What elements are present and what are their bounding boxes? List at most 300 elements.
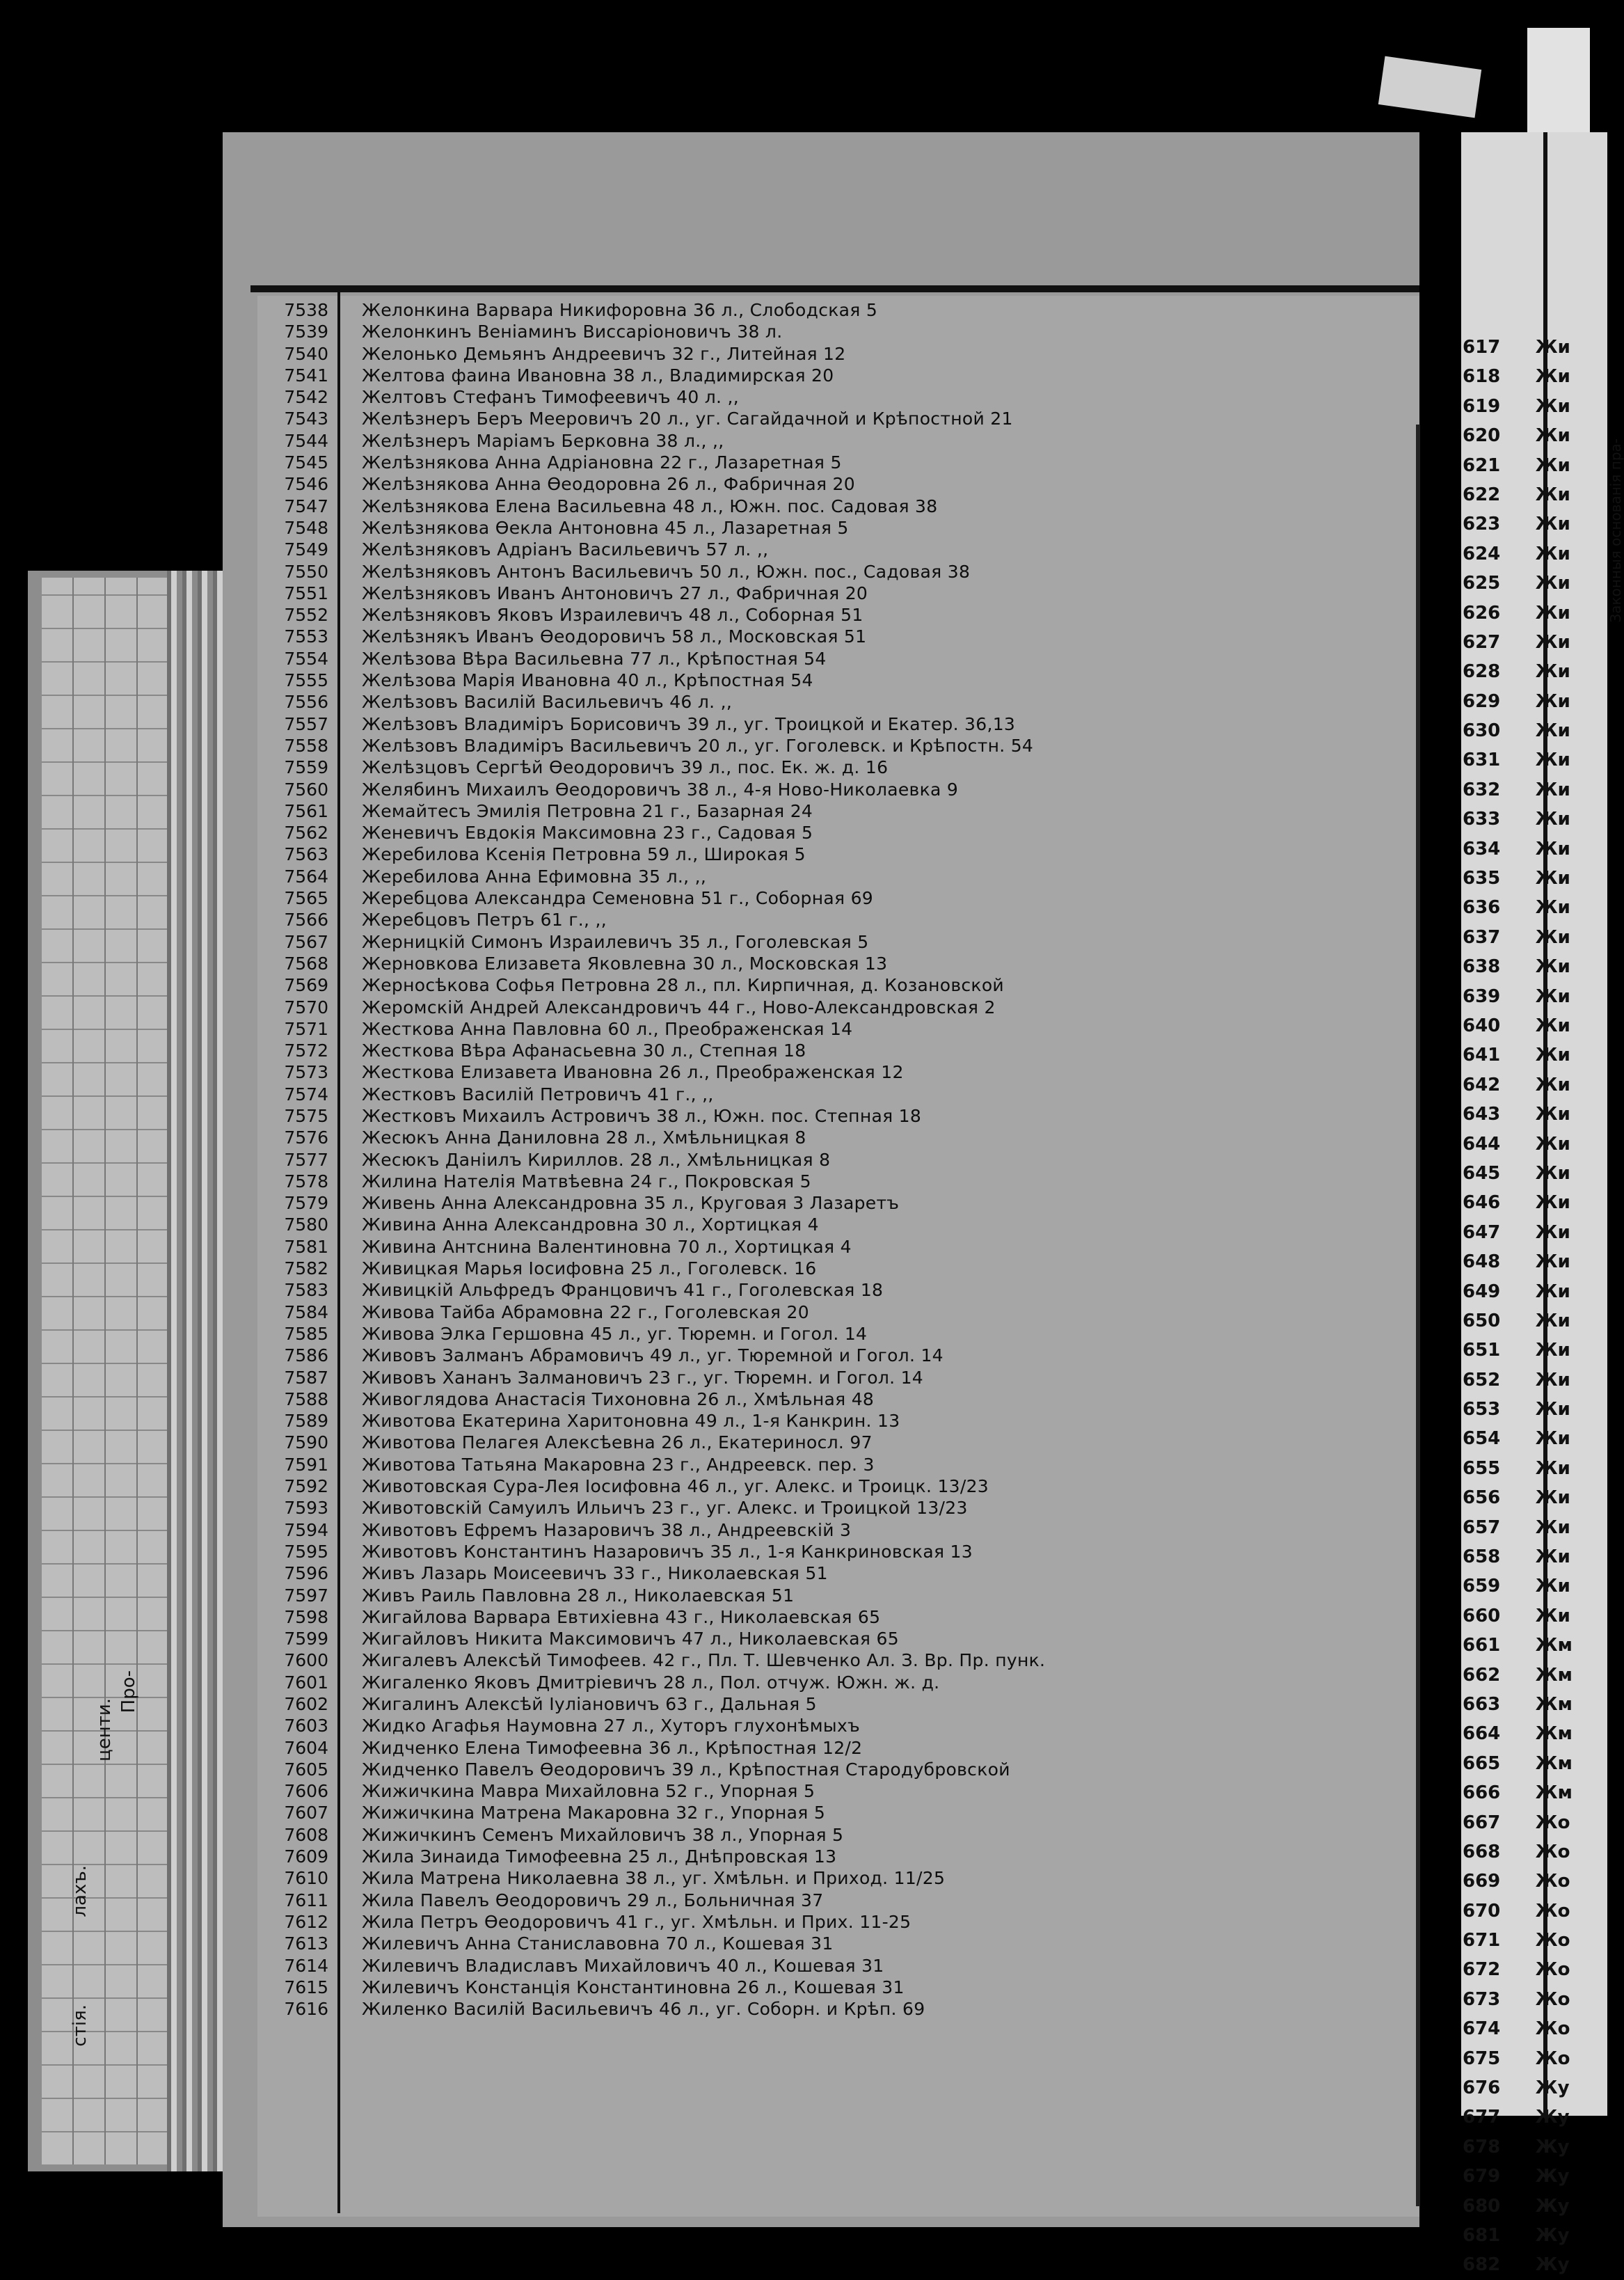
next-page-word: Жи: [1535, 1428, 1570, 1450]
register-entry: [264, 1933, 1378, 1954]
register-entry: [264, 1367, 1378, 1388]
entry-text: Жесюкъ Анна Даниловна 28 л., Хмѣльницкая 8: [362, 1127, 806, 1148]
next-page-number: 675: [1463, 2048, 1501, 2069]
entry-text: Живъ Раиль Павловна 28 л., Николаевская 51: [362, 1585, 795, 1606]
entry-number: 7602: [284, 1694, 328, 1714]
entry-number: 7600: [284, 1650, 328, 1671]
next-page-number: 681: [1463, 2225, 1501, 2246]
entry-number: 7545: [284, 452, 328, 473]
next-page-word: Жи: [1535, 809, 1570, 830]
next-page-word: Жи: [1535, 1074, 1570, 1095]
next-page-word: Жи: [1535, 425, 1570, 447]
next-page-number: 667: [1463, 1812, 1501, 1833]
next-page-number: 622: [1463, 484, 1501, 505]
entry-text: Желѣзняковъ Иванъ Антоновичъ 27 л., Фабричная 20: [362, 583, 868, 603]
entry-text: Желѣзняковъ Антонъ Васильевичъ 50 л., Южн. пос., Садовая 38: [362, 561, 971, 582]
entry-text: Живицкая Марья Іосифовна 25 л., Гоголевск. 16: [362, 1258, 817, 1279]
next-page-number: 631: [1463, 750, 1501, 771]
register-entry: [264, 1998, 1378, 2020]
register-entry: [264, 757, 1378, 778]
register-entry: [264, 321, 1378, 342]
next-page-row: [1463, 2192, 1602, 2221]
entry-number: 7590: [284, 1432, 328, 1453]
entry-number: 7579: [284, 1193, 328, 1214]
entry-number: 7551: [284, 583, 328, 603]
entry-text: Живовъ Хананъ Залмановичъ 23 г., уг. Тюремн. и Гогол. 14: [362, 1367, 923, 1388]
next-page-row: [1463, 1424, 1602, 1453]
next-page-row: [1463, 451, 1602, 480]
entry-number: 7607: [284, 1803, 328, 1823]
entry-text: Жила Петръ Ѳеодоровичъ 41 г., уг. Хмѣльн. и Прих. 11-25: [362, 1911, 911, 1932]
next-page-number: 658: [1463, 1546, 1501, 1568]
next-page-row: [1463, 1188, 1602, 1217]
next-page-row: [1463, 1749, 1602, 1778]
next-page-row: [1463, 1661, 1602, 1690]
entry-number: 7588: [284, 1388, 328, 1409]
next-page-row: [1463, 1395, 1602, 1424]
next-page-word: Жи: [1535, 1104, 1570, 1125]
register-entry: [264, 626, 1378, 647]
next-page-word: Жи: [1535, 690, 1570, 712]
margin-note: Законныя основанія пра-: [1607, 438, 1624, 623]
entry-number: 7612: [284, 1911, 328, 1932]
register-entry: [264, 1149, 1378, 1171]
register-entry: [264, 1737, 1378, 1759]
next-page-word: Жи: [1535, 1281, 1570, 1302]
register-entry: [264, 496, 1378, 517]
register-entry: [264, 365, 1378, 386]
register-entry: [264, 931, 1378, 953]
next-page-row: [1463, 628, 1602, 657]
next-page-row: [1463, 599, 1602, 628]
next-page-number: 643: [1463, 1104, 1501, 1125]
next-page-number: 651: [1463, 1340, 1501, 1361]
next-page-row: [1463, 569, 1602, 598]
next-page-number: 635: [1463, 868, 1501, 889]
register-entry: [264, 1802, 1378, 1823]
next-page-word: Жу: [1535, 2166, 1570, 2187]
next-page-number: 618: [1463, 366, 1501, 388]
next-page-number: 653: [1463, 1399, 1501, 1420]
register-entry: [264, 1345, 1378, 1366]
next-page-word: Жи: [1535, 1221, 1570, 1243]
register-entry: [264, 299, 1378, 321]
register-entry: [264, 1388, 1378, 1410]
entry-number: 7609: [284, 1846, 328, 1867]
entry-number: 7548: [284, 517, 328, 538]
next-page-number: 674: [1463, 2018, 1501, 2040]
next-page-number: 670: [1463, 1900, 1501, 1922]
register-entry: [264, 1279, 1378, 1301]
next-page-row: [1463, 421, 1602, 450]
register-entries: [264, 299, 1378, 2020]
next-page-number: 640: [1463, 1015, 1501, 1036]
next-page-row: [1463, 1719, 1602, 1748]
register-entry: [264, 539, 1378, 560]
register-entry: [264, 473, 1378, 495]
register-entry: [264, 1018, 1378, 1040]
next-page-number: 625: [1463, 573, 1501, 594]
entry-text: Жигайловъ Никита Максимовичъ 47 л., Николаевская 65: [362, 1629, 899, 1649]
register-entry: [264, 800, 1378, 822]
entry-text: Живовъ Залманъ Абрамовичъ 49 л., уг. Тюремной и Гогол. 14: [362, 1345, 944, 1366]
register-entry: [264, 1846, 1378, 1867]
entry-text: Жидко Агафья Наумовна 27 л., Хуторъ глухонѣмыхъ: [362, 1716, 861, 1736]
entry-text: Живень Анна Александровна 35 л., Круговая 3 Лазаретъ: [362, 1193, 900, 1214]
next-page-word: Жи: [1535, 337, 1570, 358]
entry-text: Жилевичъ Анна Станиславовна 70 л., Кошевая 31: [362, 1933, 834, 1954]
entry-number: 7610: [284, 1868, 328, 1889]
next-page-number: 678: [1463, 2136, 1501, 2158]
entry-number: 7549: [284, 539, 328, 560]
register-entry: [264, 408, 1378, 429]
entry-number: 7614: [284, 1955, 328, 1976]
next-page-list: [1463, 333, 1602, 2280]
entry-number: 7540: [284, 343, 328, 364]
next-page-row: [1463, 1778, 1602, 1807]
entry-text: Жесюкъ Даніилъ Кириллов. 28 л., Хмѣльницкая 8: [362, 1149, 831, 1170]
register-entry: [264, 1497, 1378, 1519]
next-page-word: Жи: [1535, 602, 1570, 624]
entry-text: Жилина Нателія Матвѣевна 24 г., Покровская 5: [362, 1171, 811, 1192]
next-page-word: Жи: [1535, 395, 1570, 417]
next-page-row: [1463, 2132, 1602, 2162]
entry-number: 7594: [284, 1519, 328, 1540]
register-entry: [264, 1911, 1378, 1933]
entry-number: 7568: [284, 953, 328, 974]
entry-number: 7582: [284, 1258, 328, 1279]
next-page-row: [1463, 509, 1602, 539]
next-page-row: [1463, 1572, 1602, 1601]
entry-text: Живоглядова Анастасія Тихоновна 26 л., Хмѣльная 48: [362, 1388, 875, 1409]
entry-number: 7571: [284, 1018, 328, 1039]
next-page-row: [1463, 657, 1602, 686]
entry-text: Желѣзнякова Анна Ѳеодоровна 26 л., Фабричная 20: [362, 474, 855, 495]
entry-number: 7572: [284, 1040, 328, 1061]
next-page-row: [1463, 2014, 1602, 2043]
entry-text: Жигалинъ Алексѣй Іуліановичъ 63 г., Дальная 5: [362, 1694, 817, 1714]
next-page-word: Жи: [1535, 985, 1570, 1007]
entry-text: Жидченко Павелъ Ѳеодоровичъ 39 л., Крѣпостная Стародубровской: [362, 1759, 1010, 1780]
entry-number: 7546: [284, 474, 328, 495]
next-page-row: [1463, 1277, 1602, 1306]
next-page-word: Жи: [1535, 1487, 1570, 1509]
next-page-word: Жи: [1535, 573, 1570, 594]
register-entry: [264, 779, 1378, 800]
next-page-word: Жм: [1535, 1782, 1573, 1804]
entry-text: Животовскій Самуилъ Ильичъ 23 г., уг. Алекс. и Троицкой 13/23: [362, 1498, 968, 1519]
next-page-number: 644: [1463, 1133, 1501, 1155]
ledger-grid-paper: [42, 578, 167, 2164]
next-page-word: Жо: [1535, 1959, 1570, 1981]
next-page-row: [1463, 716, 1602, 745]
next-page-row: [1463, 392, 1602, 421]
next-page-row: [1463, 1808, 1602, 1837]
entry-number: 7606: [284, 1781, 328, 1802]
next-page-row: [1463, 1306, 1602, 1336]
next-page-row: [1463, 1365, 1602, 1395]
next-page-row: [1463, 1601, 1602, 1631]
entry-text: Жилевичъ Владиславъ Михайловичъ 40 л., Кошевая 31: [362, 1955, 884, 1976]
entry-text: Желѣзовъ Василій Васильевичъ 46 л. ,,: [362, 692, 733, 713]
next-page-word: Жу: [1535, 2107, 1570, 2128]
entry-text: Желѣзнеръ Беръ Мееровичъ 20 л., уг. Сагайдачной и Крѣпостной 21: [362, 409, 1013, 429]
next-page-row: [1463, 923, 1602, 952]
next-page-row: [1463, 775, 1602, 805]
next-page-word: Жи: [1535, 631, 1570, 653]
entry-text: Желѣзова Марія Ивановна 40 л., Крѣпостная 54: [362, 670, 813, 691]
next-page-number: 624: [1463, 543, 1501, 564]
next-page-row: [1463, 745, 1602, 775]
register-entry: [264, 1192, 1378, 1214]
register-entry: [264, 1410, 1378, 1432]
next-page-number: 656: [1463, 1487, 1501, 1509]
next-page-row: [1463, 1955, 1602, 1984]
entry-text: Жижичкинъ Семенъ Михайловичъ 38 л., Упорная 5: [362, 1824, 844, 1845]
next-page-word: Жу: [1535, 2225, 1570, 2246]
entry-number: 7555: [284, 670, 328, 691]
entry-text: Желѣзняковъ Яковъ Израилевичъ 48 л., Соборная 51: [362, 605, 863, 626]
strip-label-4: стія.: [70, 2004, 90, 2047]
entry-number: 7552: [284, 605, 328, 626]
entry-number: 7542: [284, 387, 328, 408]
next-page-number: 680: [1463, 2195, 1501, 2217]
next-page-word: Жо: [1535, 2018, 1570, 2040]
register-entry: [264, 1236, 1378, 1258]
next-page-word: Жи: [1535, 1546, 1570, 1568]
next-page-number: 645: [1463, 1162, 1501, 1184]
register-entry: [264, 1780, 1378, 1802]
next-page-number: 659: [1463, 1576, 1501, 1597]
next-page-row: [1463, 952, 1602, 981]
entry-text: Жижичкина Мавра Михайловна 52 г., Упорная 5: [362, 1781, 815, 1802]
entry-text: Жилевичъ Констанція Константиновна 26 л., Кошевая 31: [362, 1977, 905, 1997]
next-page-number: 633: [1463, 809, 1501, 830]
next-page-number: 677: [1463, 2107, 1501, 2128]
register-entry: [264, 1628, 1378, 1649]
next-page-number: 634: [1463, 838, 1501, 860]
next-page-number: 679: [1463, 2166, 1501, 2187]
next-page-row: [1463, 1070, 1602, 1100]
entry-text: Жерносѣкова Софья Петровна 28 л., пл. Кирпичная, д. Козановской: [362, 975, 1004, 996]
next-page-word: Жу: [1535, 2195, 1570, 2217]
next-page-number: 627: [1463, 631, 1501, 653]
next-page-row: [1463, 1130, 1602, 1159]
entry-number: 7541: [284, 365, 328, 386]
entry-number: 7613: [284, 1933, 328, 1954]
register-entry: [264, 1541, 1378, 1562]
register-entry: [264, 343, 1378, 365]
next-page-row: [1463, 1926, 1602, 1955]
next-page-row: [1463, 1690, 1602, 1719]
register-entry: [264, 909, 1378, 931]
entry-text: Желѣзнеръ Маріамъ Берковна 38 л., ,,: [362, 430, 724, 451]
next-page-row: [1463, 2103, 1602, 2132]
entry-number: 7573: [284, 1062, 328, 1083]
register-entry: [264, 670, 1378, 691]
entry-number: 7597: [284, 1585, 328, 1606]
next-page-word: Жо: [1535, 1841, 1570, 1862]
entry-text: Желѣзняковъ Адріанъ Васильевичъ 57 л. ,,: [362, 539, 769, 560]
next-page-word: Жи: [1535, 926, 1570, 948]
register-entry: [264, 1171, 1378, 1192]
entry-text: Жидченко Елена Тимофеевна 36 л., Крѣпостная 12/2: [362, 1737, 863, 1758]
next-page-row: [1463, 1100, 1602, 1129]
next-page-number: 621: [1463, 454, 1501, 476]
entry-number: 7593: [284, 1498, 328, 1519]
register-entry: [264, 1977, 1378, 1998]
next-page-row: [1463, 1631, 1602, 1660]
next-page-word: Жи: [1535, 1457, 1570, 1479]
register-entry: [264, 997, 1378, 1018]
entry-text: Животова Пелагея Алексѣевна 26 л., Екатериносл. 97: [362, 1432, 873, 1453]
entry-text: Живъ Лазарь Моисеевичъ 33 г., Николаевская 51: [362, 1563, 828, 1584]
entry-number: 7539: [284, 322, 328, 342]
entry-text: Желѣзнякъ Иванъ Ѳеодоровичъ 58 л., Московская 51: [362, 626, 867, 647]
entry-number: 7560: [284, 779, 328, 800]
next-page-row: [1463, 2162, 1602, 2191]
entry-text: Желтовъ Стефанъ Тимофеевичъ 40 л. ,,: [362, 387, 740, 408]
entry-text: Жила Матрена Николаевна 38 л., уг. Хмѣльн. и Приход. 11/25: [362, 1868, 946, 1889]
entry-text: Жерницкій Симонъ Израилевичъ 35 л., Гоголевская 5: [362, 931, 869, 952]
entry-number: 7601: [284, 1672, 328, 1693]
next-page-word: Жм: [1535, 1635, 1573, 1656]
entry-number: 7589: [284, 1411, 328, 1432]
entry-number: 7592: [284, 1476, 328, 1497]
entry-number: 7576: [284, 1127, 328, 1148]
next-page-number: 641: [1463, 1045, 1501, 1066]
next-page-number: 636: [1463, 897, 1501, 919]
entry-number: 7578: [284, 1171, 328, 1192]
register-entry: [264, 1084, 1378, 1105]
entry-number: 7543: [284, 409, 328, 429]
next-page-row: [1463, 834, 1602, 864]
next-page-row: [1463, 1336, 1602, 1365]
entry-number: 7538: [284, 300, 328, 320]
next-page-number: 646: [1463, 1192, 1501, 1214]
entry-number: 7562: [284, 823, 328, 844]
entry-number: 7569: [284, 975, 328, 996]
register-entry: [264, 1649, 1378, 1671]
next-page-row: [1463, 539, 1602, 569]
entry-text: Жесткова Вѣра Афанасьевна 30 л., Степная 18: [362, 1040, 806, 1061]
register-entry: [264, 1040, 1378, 1061]
next-page-number: 673: [1463, 1988, 1501, 2010]
entry-number: 7581: [284, 1236, 328, 1257]
register-entry: [264, 866, 1378, 887]
entry-number: 7564: [284, 866, 328, 887]
entry-text: Желонкина Варвара Никифоровна 36 л., Слободская 5: [362, 300, 878, 320]
next-page-word: Жи: [1535, 750, 1570, 771]
entry-text: Жигайлова Варвара Евтихіевна 43 г., Николаевская 65: [362, 1606, 881, 1627]
register-entry: [264, 604, 1378, 626]
entry-number: 7561: [284, 800, 328, 821]
next-page-word: Жи: [1535, 1340, 1570, 1361]
register-entry: [264, 561, 1378, 583]
entry-number: 7567: [284, 931, 328, 952]
entry-number: 7570: [284, 997, 328, 1018]
next-page-word: Жо: [1535, 1930, 1570, 1952]
register-entry: [264, 1127, 1378, 1148]
next-page-word: Жи: [1535, 779, 1570, 800]
next-page-row: [1463, 687, 1602, 716]
strip-label-3: лахъ.: [70, 1865, 90, 1917]
entry-number: 7608: [284, 1824, 328, 1845]
entry-text: Живина Антснина Валентиновна 70 л., Хортицкая 4: [362, 1236, 852, 1257]
register-entry: [264, 822, 1378, 844]
next-page-word: Жу: [1535, 2254, 1570, 2276]
entry-number: 7553: [284, 626, 328, 647]
register-entry: [264, 1519, 1378, 1541]
entry-text: Жемайтесъ Эмилія Петровна 21 г., Базарная 24: [362, 800, 813, 821]
top-rule: [250, 285, 1419, 292]
register-entry: [264, 1824, 1378, 1846]
register-entry: [264, 974, 1378, 996]
entry-number: 7563: [284, 844, 328, 865]
next-page-word: Жи: [1535, 661, 1570, 683]
next-page-row: [1463, 2044, 1602, 2073]
entry-number: 7550: [284, 561, 328, 582]
entry-text: Жерновкова Елизавета Яковлевна 30 л., Московская 13: [362, 953, 888, 974]
entry-number: 7596: [284, 1563, 328, 1584]
entry-text: Желѣзнякова Ѳекла Антоновна 45 л., Лазаретная 5: [362, 517, 849, 538]
next-page-word: Жи: [1535, 956, 1570, 978]
entry-number: 7604: [284, 1737, 328, 1758]
register-entry: [264, 1301, 1378, 1323]
next-page-number: 628: [1463, 661, 1501, 683]
entry-number: 7558: [284, 735, 328, 756]
register-entry: [264, 1672, 1378, 1693]
entry-number: 7616: [284, 1999, 328, 2020]
next-page-row: [1463, 1040, 1602, 1070]
strip-label-2: центи.: [94, 1698, 115, 1762]
next-page-row: [1463, 1897, 1602, 1926]
next-page-number: 623: [1463, 514, 1501, 535]
entry-text: Жила Павелъ Ѳеодоровичъ 29 л., Больничная 37: [362, 1890, 824, 1910]
entry-text: Животова Екатерина Харитоновна 49 л., 1-я Канкрин. 13: [362, 1411, 900, 1432]
entry-number: 7587: [284, 1367, 328, 1388]
register-entry: [264, 953, 1378, 974]
next-page-word: Жи: [1535, 897, 1570, 919]
next-page-row: [1463, 1454, 1602, 1483]
entry-text: Жигалевъ Алексѣй Тимофеев. 42 г., Пл. Т. Шевченко Ал. З. Вр. Пр. пунк.: [362, 1650, 1046, 1671]
next-page-number: 655: [1463, 1457, 1501, 1479]
next-page-word: Жи: [1535, 366, 1570, 388]
entry-number: 7603: [284, 1716, 328, 1736]
next-page-word: Жу: [1535, 2136, 1570, 2158]
entry-text: Желѣзнякова Елена Васильевна 48 л., Южн. пос. Садовая 38: [362, 496, 938, 516]
next-page-word: Жи: [1535, 1133, 1570, 1155]
next-page-number: 642: [1463, 1074, 1501, 1095]
entry-number: 7615: [284, 1977, 328, 1997]
register-entry: [264, 386, 1378, 408]
next-page-number: 652: [1463, 1369, 1501, 1391]
entry-number: 7595: [284, 1541, 328, 1562]
register-entry: [264, 844, 1378, 865]
next-page-word: Жи: [1535, 484, 1570, 505]
register-entry: [264, 1759, 1378, 1780]
next-page-word: Жи: [1535, 868, 1570, 889]
entry-text: Жестковъ Михаилъ Астровичъ 38 л., Южн. пос. Степная 18: [362, 1105, 922, 1126]
entry-text: Жеребилова Анна Ефимовна 35 л., ,,: [362, 866, 707, 887]
next-page-word: Жи: [1535, 1605, 1570, 1626]
next-page-word: Жи: [1535, 838, 1570, 860]
entry-number: 7599: [284, 1629, 328, 1649]
entry-text: Жесткова Анна Павловна 60 л., Преображенская 14: [362, 1018, 853, 1039]
next-page-word: Жм: [1535, 1723, 1573, 1745]
register-entry: [264, 1105, 1378, 1127]
entry-text: Животовъ Константинъ Назаровичъ 35 л., 1-я Канкриновская 13: [362, 1541, 973, 1562]
